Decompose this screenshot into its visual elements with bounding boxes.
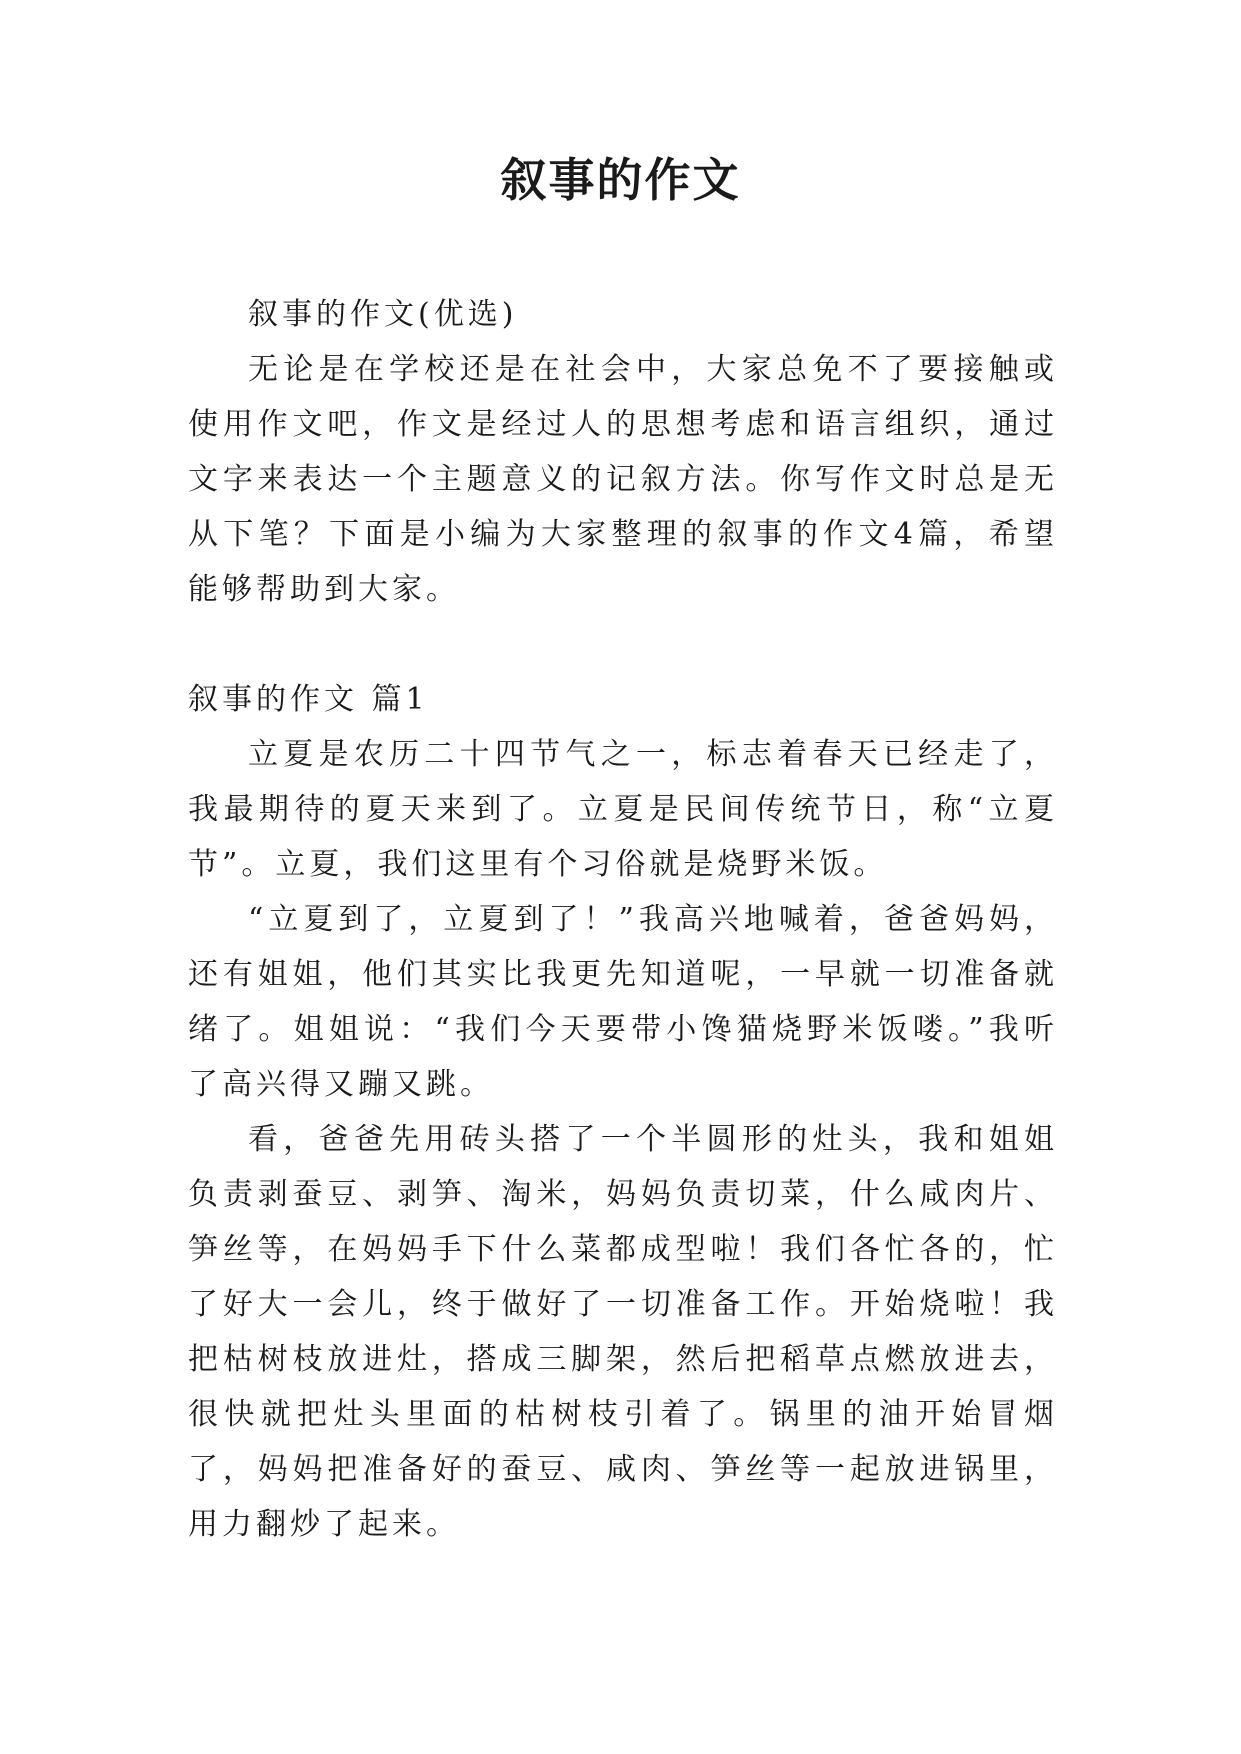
intro-paragraph: 无论是在学校还是在社会中，大家总免不了要接触或使用作文吧，作文是经过人的思想考虑和语言组织，通过文字来表达一个主题意义的记叙方法。你写作文时总是无从下笔？下面是小编为大家整理的叙事的作文4篇，希望能够帮助到大家。	[188, 352, 1058, 607]
section-heading: 叙事的作文 篇1	[188, 682, 429, 717]
document-subtitle: 叙事的作文(优选)	[248, 297, 518, 332]
section-spacer	[188, 617, 1058, 672]
body-paragraph: 立夏是农历二十四节气之一，标志着春天已经走了，我最期待的夏天来到了。立夏是民间传统节日，称“立夏节”。立夏，我们这里有个习俗就是烧野米饭。	[188, 737, 1058, 882]
body-paragraph: 看，爸爸先用砖头搭了一个半圆形的灶头，我和姐姐负责剥蚕豆、剥笋、淘米，妈妈负责切菜，什么咸肉片、笋丝等，在妈妈手下什么菜都成型啦！我们各忙各的，忙了好大一会儿，终于做好了一切准备工作。开始烧啦！我把枯树枝放进灶，搭成三脚架，然后把稻草点燃放进去，很快就把灶头里面的枯树枝引着了。锅里的油开始冒烟了，妈妈把准备好的蚕豆、咸肉、笋丝等一起放进锅里，用力翻炒了起来。	[188, 1122, 1058, 1542]
document-title: 叙事的作文	[500, 153, 741, 207]
document-body	[188, 287, 1058, 1552]
body-paragraph: “立夏到了，立夏到了！”我高兴地喊着，爸爸妈妈，还有姐姐，他们其实比我更先知道呢，一早就一切准备就绪了。姐姐说：“我们今天要带小馋猫烧野米饭喽。”我听了高兴得又蹦又跳。	[188, 902, 1058, 1102]
